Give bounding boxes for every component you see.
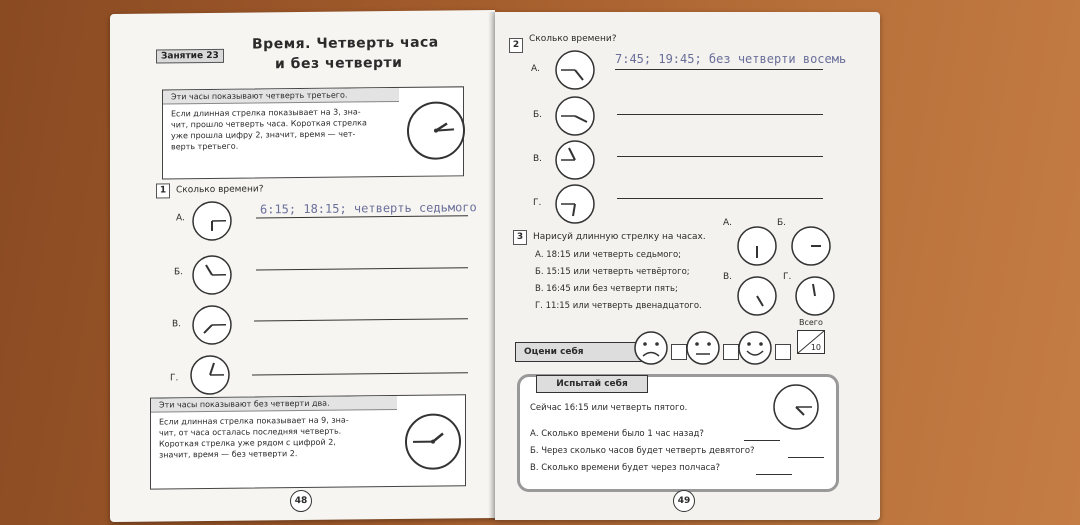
total-score-box[interactable]: 10 (797, 330, 825, 354)
clock-letter: А. (723, 218, 733, 228)
clock-icon[interactable] (793, 274, 837, 318)
answer-line[interactable] (252, 372, 468, 375)
answer-line[interactable] (744, 440, 780, 441)
answer-line[interactable] (256, 267, 468, 270)
task3-item: В. 16:45 или без четверти пять; (535, 284, 678, 294)
page-number: 49 (673, 490, 695, 512)
info-heading: Эти часы показывают без четверти два. (151, 396, 397, 413)
right-page (495, 12, 880, 520)
info-line: значит, время — без четверти 2. (159, 449, 298, 460)
info-box-quarter-to (150, 394, 466, 489)
clock-icon (553, 48, 597, 92)
item-letter: Б. (174, 267, 184, 278)
page-number: 48 (290, 490, 312, 512)
task-prompt: Сколько времени? (176, 184, 264, 196)
clock-icon (190, 199, 234, 243)
answer-line[interactable] (617, 114, 823, 115)
task3-item: Б. 15:15 или четверть четвёртого; (535, 267, 690, 277)
task-number: 2 (509, 38, 523, 53)
clock-letter: Б. (777, 218, 787, 228)
test-title: Испытай себя (536, 375, 648, 393)
test-question: Б. Через сколько часов будет четверть девятого? (530, 446, 755, 456)
page-subtitle: и без четверти (275, 54, 403, 73)
sad-face-icon[interactable] (633, 330, 669, 366)
clock-icon (405, 91, 467, 170)
clock-icon[interactable] (735, 274, 779, 318)
item-letter: В. (172, 319, 182, 330)
task3-item: Г. 11:15 или четверть двенадцатого. (535, 301, 702, 311)
clock-icon (190, 303, 234, 347)
info-line: Короткая стрелка уже рядом с цифрой 2, (159, 437, 336, 449)
clock-letter: В. (723, 272, 733, 282)
item-letter: В. (533, 154, 543, 164)
item-letter: А. (531, 64, 541, 74)
info-line: верть третьего. (171, 141, 239, 152)
info-heading: Эти часы показывают четверть третьего. (163, 88, 399, 104)
clock-letter: Г. (783, 272, 792, 282)
clock-icon[interactable] (789, 224, 833, 268)
answer-handwritten: 6:15; 18:15; четверть седьмого (260, 200, 477, 217)
total-label: Всего (799, 318, 823, 327)
test-now: Сейчас 16:15 или четверть пятого. (530, 403, 688, 413)
clock-icon[interactable] (735, 224, 779, 268)
clock-icon (553, 138, 597, 182)
task-number: 1 (156, 183, 170, 198)
answer-handwritten: 7:45; 19:45; без четверти восемь (615, 52, 847, 66)
clock-icon (553, 94, 597, 138)
test-question: В. Сколько времени будет через полчаса? (530, 463, 720, 473)
left-page (110, 10, 495, 522)
clock-icon (553, 182, 597, 226)
info-line: уже прошла цифру 2, значит, время — чет- (171, 129, 356, 141)
page-title: Время. Четверть часа (252, 34, 439, 53)
answer-line[interactable] (756, 474, 792, 475)
item-letter: Г. (533, 198, 542, 208)
info-line: чит, прошло четверть часа. Короткая стрелка (171, 118, 367, 130)
item-letter: Г. (170, 373, 179, 384)
item-letter: Б. (533, 110, 543, 120)
item-letter: А. (176, 213, 186, 224)
answer-line[interactable] (617, 156, 823, 157)
clock-icon (403, 403, 463, 480)
info-box-quarter-past (162, 86, 464, 179)
neutral-face-icon[interactable] (685, 330, 721, 366)
task-prompt: Нарисуй длинную стрелку на часах. (533, 232, 706, 242)
task-number: 3 (513, 230, 527, 245)
info-line: чит, от часа осталась последняя четверть. (159, 426, 342, 438)
info-line: Если длинная стрелка показывает на 9, зна- (159, 415, 349, 427)
answer-line[interactable] (615, 69, 823, 70)
lesson-badge: Занятие 23 (156, 43, 224, 64)
rating-box[interactable] (775, 344, 791, 360)
clock-icon (190, 253, 234, 297)
info-line: Если длинная стрелка показывает на 3, зна- (171, 107, 361, 119)
clock-icon (188, 353, 232, 397)
answer-line[interactable] (788, 457, 824, 458)
answer-line[interactable] (617, 198, 823, 199)
answer-line[interactable] (254, 318, 468, 321)
test-box (517, 374, 839, 492)
clock-icon (770, 381, 822, 433)
self-eval-label: Оцени себя (515, 342, 645, 362)
happy-face-icon[interactable] (737, 330, 773, 366)
task-prompt: Сколько времени? (529, 34, 617, 44)
task3-item: А. 18:15 или четверть седьмого; (535, 250, 682, 260)
test-question: А. Сколько времени было 1 час назад? (530, 429, 704, 439)
